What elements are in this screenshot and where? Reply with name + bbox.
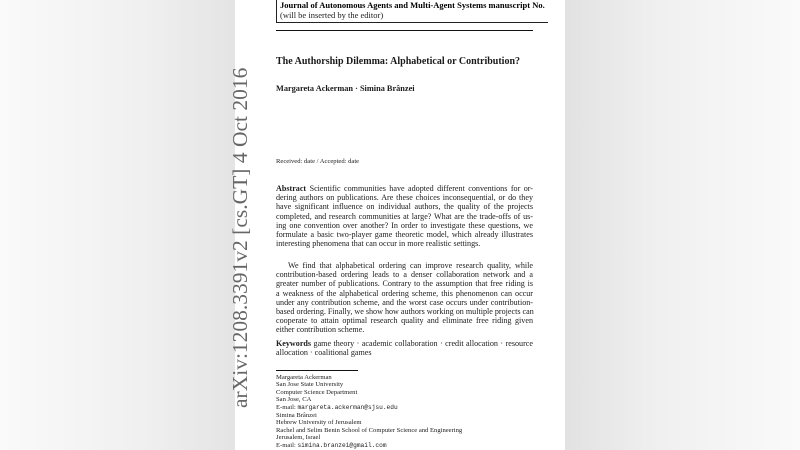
abstract-line: ing one convention over another? In order to investigate these questions, we <box>276 220 533 230</box>
affiliation-line: Jerusalem, Israel <box>276 434 321 442</box>
paper-authors: Margareta Ackerman · Simina Brânzei <box>276 84 415 93</box>
abstract-line: greater number of publications. Contrary to the assumption that free riding is <box>276 279 533 289</box>
paper-title: The Authorship Dilemma: Alphabetical or Contribution? <box>276 56 521 67</box>
keywords-line: allocation · coalitional games <box>276 348 372 358</box>
email-address: margareta.ackerman@sjsu.edu <box>297 403 398 411</box>
email-address: simina.branzei@gmail.com <box>297 441 387 449</box>
abstract-line: have significant influence on individual authors, the quality of the projects <box>276 202 533 212</box>
affiliation-line: Computer Science Department <box>276 388 358 396</box>
journal-note: (will be inserted by the editor) <box>280 9 384 20</box>
abstract-line: a weakness of the alphabetical ordering scheme, this phenomenon can occur <box>276 288 533 298</box>
abstract-line: We find that alphabetical ordering can improve research quality, while <box>288 261 533 270</box>
abstract-paragraph-2 <box>276 261 533 335</box>
affiliation-line: Margareta Ackerman <box>276 374 332 381</box>
abstract-line: under any contribution scheme, and the worst case occurs under contribution- <box>276 297 533 307</box>
abstract-line: contribution-based ordering leads to a denser collaboration network and a <box>276 270 533 280</box>
email-label: E-mail: <box>276 403 298 411</box>
keywords-line: game theory · academic collaboration · credit allocation · resource <box>313 339 533 348</box>
background-left <box>0 0 235 450</box>
abstract-line: dering authors on publications. Are these choices inconsequential, or do they <box>276 193 533 203</box>
email-label: E-mail: <box>276 441 298 449</box>
abstract-label: Abstract <box>276 184 307 193</box>
abstract <box>276 184 533 248</box>
affiliation-line: Rachel and Selim Benin School of Computer Science and Engineering <box>276 426 463 434</box>
affiliation-line: Hebrew University of Jerusalem <box>276 419 362 427</box>
abstract-line: formulate a basic two-player game theoretic model, which already illustrates <box>276 230 533 240</box>
abstract-line: Scientific communities have adopted different conventions for or- <box>309 184 533 193</box>
arxiv-stamp: arXiv:1208.3391v2 [cs.GT] 4 Oct 2016 <box>228 67 252 408</box>
abstract-line: based ordering. Finally, we show how authors working on multiple projects can <box>276 307 534 317</box>
footnote-rule <box>276 370 358 371</box>
affiliation-ackerman <box>276 374 398 411</box>
affiliation-branzei <box>276 412 462 449</box>
header-rule <box>276 30 533 31</box>
background-right <box>565 0 800 450</box>
affiliation-line: Simina Brânzei <box>276 412 317 419</box>
received-date: Received: date / Accepted: date <box>276 158 360 165</box>
affiliation-line: San Jose State University <box>276 381 344 389</box>
abstract-line: cooperate to attain optimal research quality and eliminate free riding given <box>276 316 533 326</box>
abstract-line: completed, and research communities at large? What are the trade-offs of us- <box>276 211 533 221</box>
abstract-line: interesting phenomena that can occur in more realistic settings. <box>276 239 481 249</box>
keywords-label: Keywords <box>276 339 312 348</box>
keywords <box>276 339 533 357</box>
abstract-line: either contribution scheme. <box>276 325 365 335</box>
journal-header <box>276 0 548 23</box>
journal-name: Journal of Autonomous Agents and Multi-Agent Systems manuscript No. <box>280 0 545 10</box>
affiliation-line: San Jose, CA <box>276 396 312 404</box>
